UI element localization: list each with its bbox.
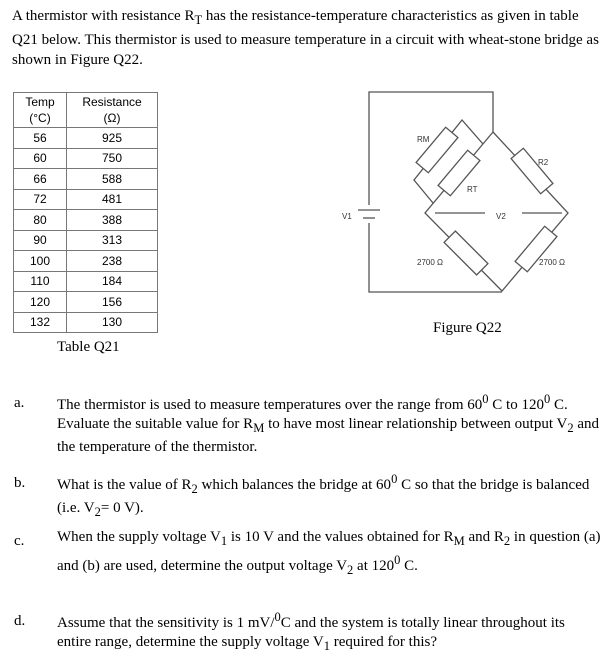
resistance-table (13, 92, 158, 333)
table-row (14, 251, 158, 272)
resistance-cell: 750 (67, 148, 158, 169)
question-label: a. (14, 395, 25, 411)
left-2700-resistor (444, 231, 488, 275)
label-2700-left: 2700 Ω (417, 258, 443, 267)
resistance-cell: 388 (67, 210, 158, 231)
question-text: Assume that the sensitivity is 1 mV/$^0$C and the system is totally linear throughout its entire range, determine the supply voltage $V_1$ required for this? (57, 610, 565, 653)
bridge-circuit-diagram (340, 85, 612, 300)
label-v2: V2 (496, 212, 506, 221)
question-label: d. (14, 613, 26, 629)
table-row (14, 210, 158, 231)
resistance-cell: 130 (67, 312, 158, 333)
label-2700-right: 2700 Ω (539, 258, 565, 267)
resistance-cell: 313 (67, 230, 158, 251)
temp-cell: 110 (14, 271, 67, 292)
table-row (14, 169, 158, 190)
label-rm: RM (417, 135, 430, 144)
resistance-cell: 156 (67, 292, 158, 313)
table-row (14, 189, 158, 210)
temp-cell: 66 (14, 169, 67, 190)
question-text: What is the value of $R_2$ which balances the bridge at $60^0$ C so that the bridge is balanced (i.e. $V_2= 0$ V). (57, 472, 590, 519)
temp-cell: 80 (14, 210, 67, 231)
temp-cell: 72 (14, 189, 67, 210)
resistance-cell: 481 (67, 189, 158, 210)
table-row (14, 230, 158, 251)
resistance-cell: 588 (67, 169, 158, 190)
table-row (14, 148, 158, 169)
question-label: b. (14, 475, 26, 491)
header-resistance: Resistance (Ω) (67, 93, 158, 128)
temp-cell: 56 (14, 128, 67, 149)
table-row (14, 128, 158, 149)
r2-resistor (511, 148, 553, 194)
table-row (14, 271, 158, 292)
label-v1: V1 (342, 212, 352, 221)
temp-cell: 132 (14, 312, 67, 333)
table-row (14, 312, 158, 333)
question-label: c. (14, 533, 25, 549)
label-r2: R2 (538, 158, 549, 167)
table-caption: Table Q21 (57, 339, 120, 355)
label-rt: RT (467, 185, 478, 194)
resistance-cell: 184 (67, 271, 158, 292)
question-text: The thermistor is used to measure temperatures over the range from $60^0$ C to $120^0$ C. Evaluate the suitable value for $R_M$ to have most linear relationship between output $V_2$ and the temperature of the thermistor. (57, 392, 599, 455)
temp-cell: 120 (14, 292, 67, 313)
header-temp: Temp (°C) (14, 93, 67, 128)
figure-caption: Figure Q22 (433, 320, 502, 336)
table-row (14, 292, 158, 313)
intro-paragraph: A thermistor with resistance $R_T$ has the resistance-temperature characteristics as given in table Q21 below. This thermistor is used to measure temperature in a circuit with wheat-stone bridge as shown in Figure Q22. (12, 8, 599, 68)
resistance-cell: 925 (67, 128, 158, 149)
temp-cell: 100 (14, 251, 67, 272)
question-text: When the supply voltage $V_1$ is 10 V and the values obtained for $R_M$ and $R_2$ in question (a) and (b) are used, determine the output voltage $V_2$ at $120^0$ C. (57, 529, 601, 577)
temp-cell: 60 (14, 148, 67, 169)
temp-cell: 90 (14, 230, 67, 251)
resistance-cell: 238 (67, 251, 158, 272)
